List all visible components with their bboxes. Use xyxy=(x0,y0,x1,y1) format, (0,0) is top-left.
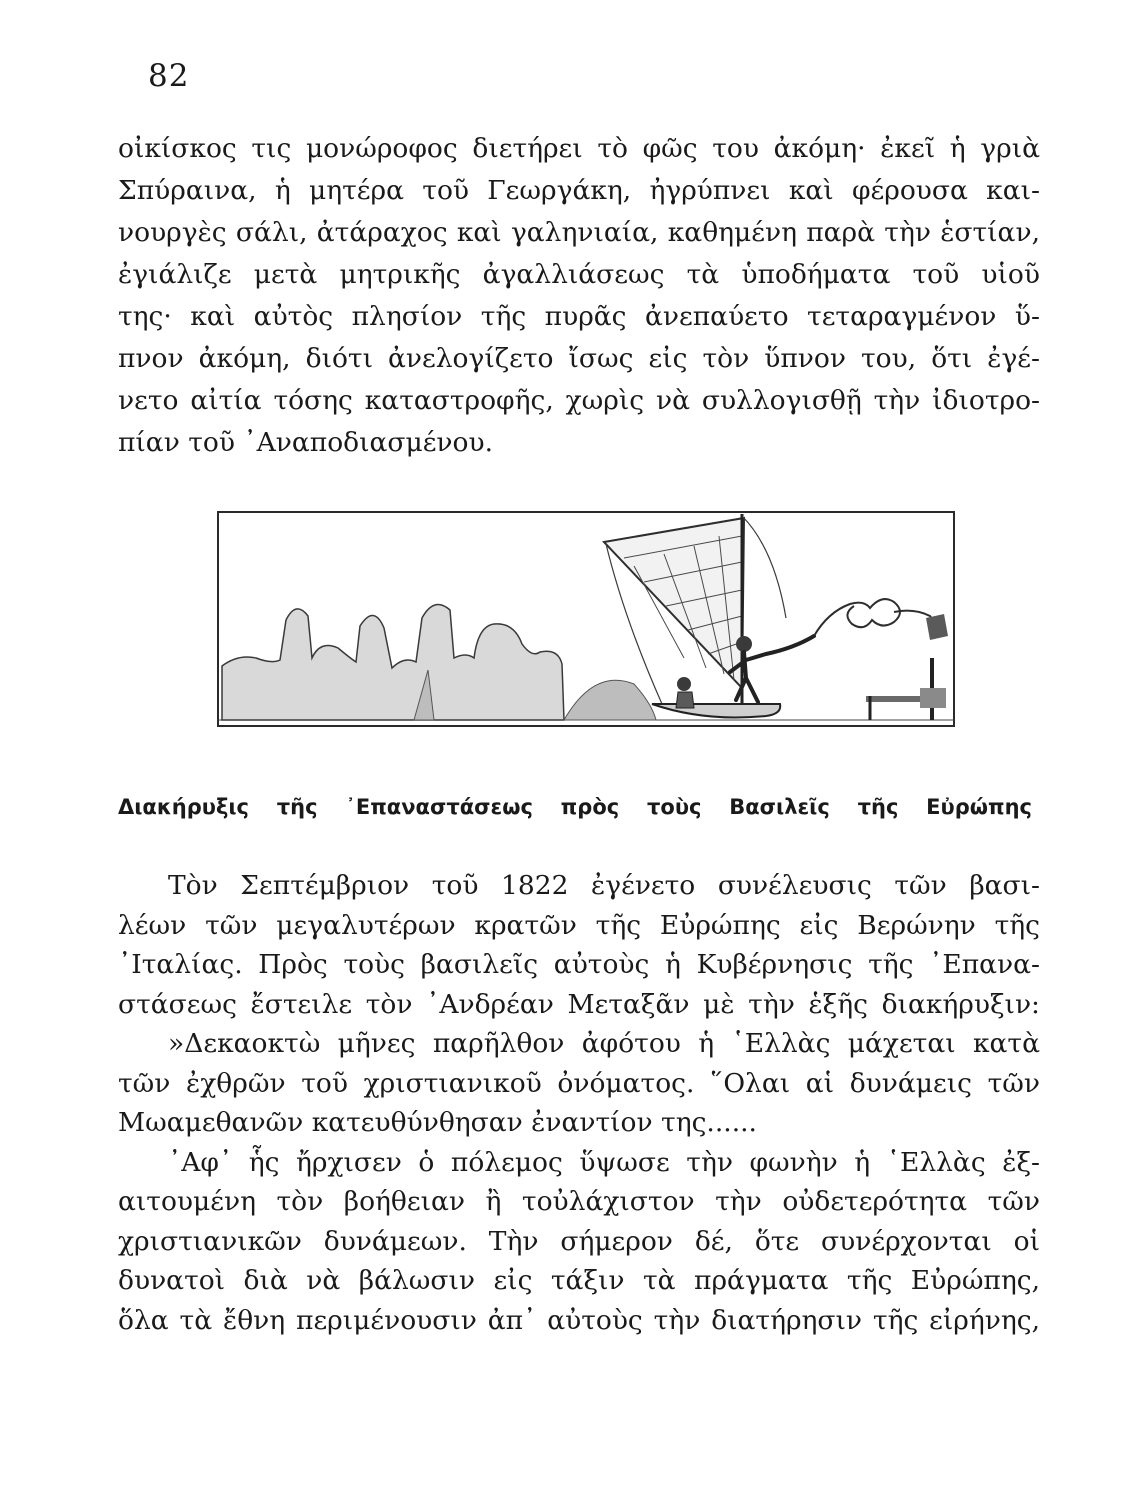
text-line: ᾿Ιταλίας. Πρὸς τοὺς βασιλεῖς αὐτοὺς ἡ Κυβέρνησις τῆς ᾿Επανα- xyxy=(118,949,1040,980)
text-line: ὅλα τὰ ἔθνη περιμένουσιν ἀπ᾿ αὐτοὺς τὴν διατήρησιν τῆς εἰρήνης, xyxy=(118,1304,1040,1336)
text-line: χριστιανικῶν δυνάμεων. Τὴν σήμερον δέ, ὅτε συνέρχονται οἱ xyxy=(118,1225,1040,1257)
page-number: 82 xyxy=(148,58,190,94)
text-line: ἐγιάλιζε μετὰ μητρικῆς ἀγαλλιάσεως τὰ ὑποδήματα τοῦ υἱοῦ xyxy=(118,259,1040,290)
text-line: τῶν ἐχθρῶν τοῦ χριστιανικοῦ ὀνόματος. ῞Ολαι αἱ δυνάμεις τῶν xyxy=(118,1067,1040,1099)
text-line: Σπύραινα, ἡ μητέρα τοῦ Γεωργάκη, ἠγρύπνει καὶ φέρουσα και- xyxy=(118,175,1040,206)
text-line: ᾿Αφ᾿ ἧς ἤρχισεν ὁ πόλεμος ὕψωσε τὴν φωνὴν ἡ ῾Ελλὰς ἐξ- xyxy=(168,1146,1040,1178)
text-line: νετο αἰτία τόσης καταστροφῆς, χωρὶς νὰ συλλογισθῇ τὴν ἰδιοτρο- xyxy=(118,385,1040,416)
text-line: αιτουμένη τὸν βοήθειαν ἢ τοὐλάχιστον τὴν οὐδετερότητα τῶν xyxy=(118,1186,1040,1217)
text-line: νουργὲς σάλι, ἀτάραχος καὶ γαληνιαία, καθημένη παρὰ τὴν ἑστίαν, xyxy=(118,217,1040,248)
text-line: στάσεως ἔστειλε τὸν ᾿Ανδρέαν Μεταξᾶν μὲ τὴν ἑξῆς διακήρυξιν: xyxy=(118,988,1040,1020)
body-paragraph xyxy=(118,866,1040,1340)
text-line: Τὸν Σεπτέμβριον τοῦ 1822 ἐγένετο συνέλευσις τῶν βασι- xyxy=(168,870,1040,901)
section-heading: Διακήρυξις τῆς ᾿Επαναστάσεως πρὸς τοὺς Βασιλεῖς τῆς Εὐρώπης xyxy=(118,795,1032,819)
text-line: οἰκίσκος τις μονώροφος διετήρει τὸ φῶς του ἀκόμη· ἐκεῖ ἡ γριὰ xyxy=(118,133,1040,164)
text-line: δυνατοὶ διὰ νὰ βάλωσιν εἰς τάξιν τὰ πράγματα τῆς Εὐρώπης, xyxy=(118,1265,1040,1296)
top-paragraph xyxy=(118,128,1040,464)
text-line: Μωαμεθανῶν κατευθύνθησαν ἐναντίον της...... xyxy=(118,1107,757,1138)
text-line: πίαν τοῦ ᾿Αναποδιασμένου. xyxy=(118,427,494,458)
text-line: λέων τῶν μεγαλυτέρων κρατῶν τῆς Εὐρώπης εἰς Βερώνην τῆς xyxy=(118,909,1040,941)
text-line: »Δεκαοκτὼ μῆνες παρῆλθον ἀφότου ἡ ῾Ελλὰς μάχεται κατὰ xyxy=(168,1028,1040,1059)
sailor-head xyxy=(677,677,691,691)
text-line: πνον ἀκόμη, διότι ἀνελογίζετο ἴσως εἰς τὸν ὕπνον του, ὅτι ἐγέ- xyxy=(118,343,1040,374)
sailboat-illustration xyxy=(214,508,958,732)
text-line: της· καὶ αὐτὸς πλησίον τῆς πυρᾶς ἀνεπαύετο τεταραγμένον ὕ- xyxy=(118,301,1040,332)
climber-head xyxy=(736,636,752,652)
